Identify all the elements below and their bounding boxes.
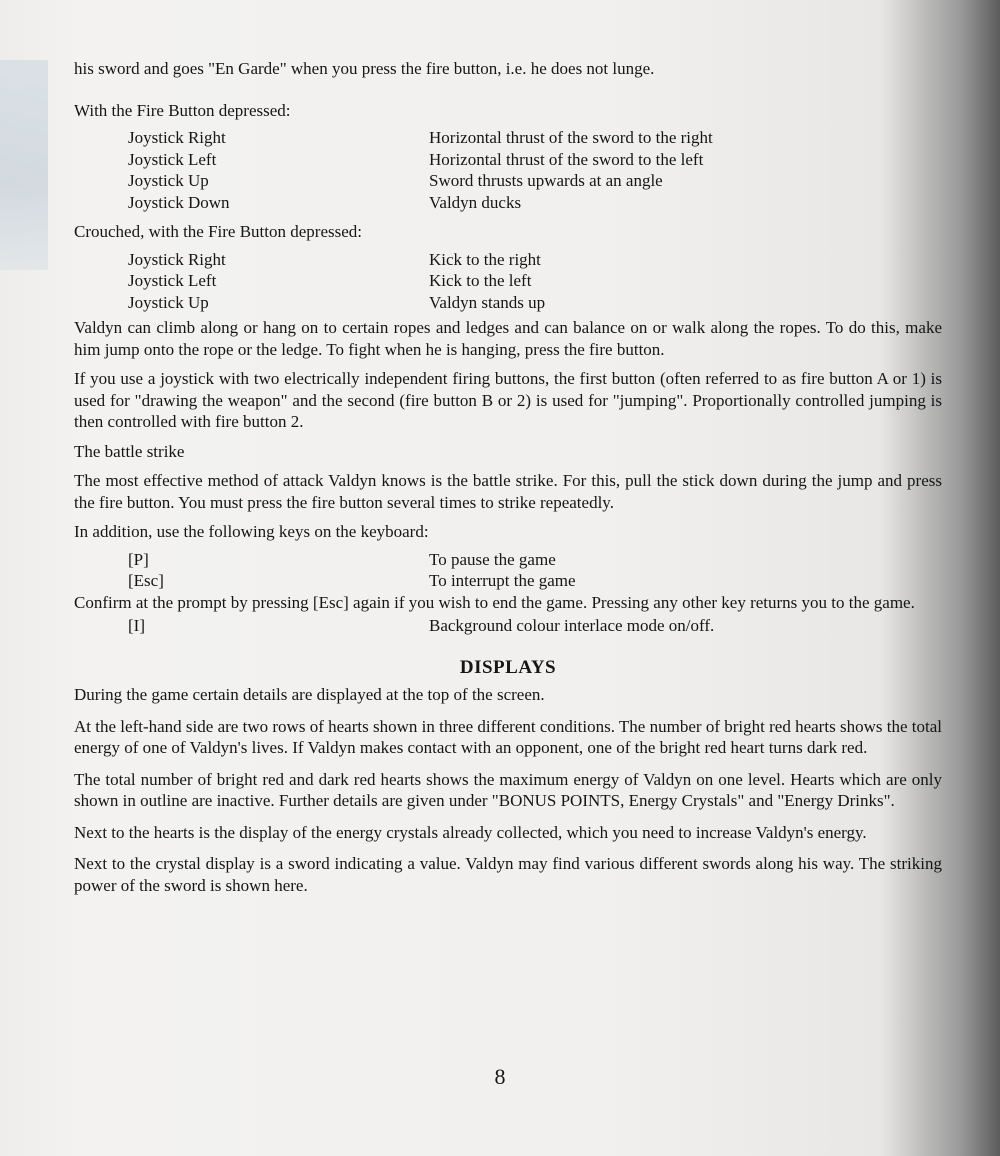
- displays-heading: DISPLAYS: [459, 656, 557, 678]
- key-label: [P]: [128, 549, 149, 569]
- key-label: [Esc]: [128, 571, 164, 590]
- page-body: [74, 58, 942, 896]
- crystals-paragraph: Next to the hearts is the display of the energy crystals already collected, which you need to increase Valdyn's energy.: [74, 822, 867, 842]
- control-key: Joystick Left: [128, 149, 217, 169]
- battle-strike-paragraph: The most effective method of attack Valdyn knows is the battle strike. For this, pull the stick down during the jump and press the fire button. You must press the fire button several times to strike repeatedly.: [74, 471, 942, 512]
- control-action: Sword thrusts upwards at an angle: [429, 171, 663, 190]
- control-action: Kick to the left: [429, 271, 532, 290]
- crouch-controls-list: [74, 249, 942, 314]
- sword-paragraph: Next to the crystal display is a sword indicating a value. Valdyn may find various different swords along his way. The striking power of the sword is shown here.: [74, 854, 942, 895]
- control-row: [74, 270, 942, 292]
- control-action: Horizontal thrust of the sword to the right: [429, 128, 713, 147]
- control-row: [74, 292, 942, 314]
- max-energy-paragraph: The total number of bright red and dark red hearts shows the maximum energy of Valdyn on one level. Hearts which are only shown in outline are inactive. Further details are given under "BONUS POINTS, Energy Crystals" and "Energy Drinks".: [74, 769, 942, 810]
- buttons-paragraph: If you use a joystick with two electrically independent firing buttons, the first button (often referred to as fire button A or 1) is used for "drawing the weapon" and the second (fire button B or 2) is used for "jumping". Proportionally controlled jumping is then controlled with fire button 2.: [74, 369, 942, 431]
- battle-strike-title: The battle strike: [74, 441, 185, 461]
- control-row: [74, 249, 942, 271]
- key-action: To pause the game: [429, 549, 556, 569]
- control-key: Joystick Left: [128, 271, 217, 290]
- control-key: Joystick Up: [128, 171, 209, 190]
- keyboard-keys-header: In addition, use the following keys on the keyboard:: [74, 522, 429, 541]
- control-row: [74, 127, 942, 149]
- control-row: [74, 192, 942, 214]
- key-label: [I]: [128, 616, 145, 635]
- control-key: Joystick Down: [128, 192, 230, 212]
- hearts-paragraph: At the left-hand side are two rows of hearts shown in three different conditions. The number of bright red hearts shows the total energy of one of Valdyn's lives. If Valdyn makes contact with an opponent, one of the bright red heart turns dark red.: [74, 716, 942, 757]
- fire-controls-header: With the Fire Button depressed:: [74, 100, 291, 120]
- control-row: [74, 170, 942, 192]
- page-edge-shading: [0, 60, 48, 270]
- crouch-controls-header: Crouched, with the Fire Button depressed:: [74, 222, 363, 241]
- displays-paragraph: During the game certain details are displayed at the top of the screen.: [74, 685, 545, 704]
- intro-paragraph: his sword and goes "En Garde" when you press the fire button, i.e. he does not lunge.: [74, 59, 655, 78]
- keyboard-keys-list: [74, 549, 942, 592]
- confirm-paragraph: Confirm at the prompt by pressing [Esc] again if you wish to end the game. Pressing any other key returns you to the game.: [74, 592, 915, 612]
- key-row: [74, 570, 942, 592]
- control-row: [74, 149, 942, 171]
- key-row: [74, 549, 942, 571]
- control-action: Kick to the right: [429, 249, 541, 269]
- ropes-paragraph: Valdyn can climb along or hang on to certain ropes and ledges and can balance on or walk along the ropes. To do this, make him jump onto the rope or the ledge. To fight when he is hanging, press the fire button.: [74, 318, 942, 359]
- control-action: Valdyn stands up: [429, 292, 546, 312]
- control-action: Valdyn ducks: [429, 192, 522, 212]
- key-action: Background colour interlace mode on/off.: [429, 616, 715, 635]
- fire-controls-list: [74, 127, 942, 213]
- control-key: Joystick Right: [128, 128, 226, 147]
- control-action: Horizontal thrust of the sword to the left: [429, 149, 704, 169]
- control-key: Joystick Right: [128, 249, 226, 269]
- page-number: 8: [494, 1064, 506, 1089]
- key-row: [74, 615, 942, 637]
- key-action: To interrupt the game: [429, 571, 576, 590]
- control-key: Joystick Up: [128, 292, 209, 312]
